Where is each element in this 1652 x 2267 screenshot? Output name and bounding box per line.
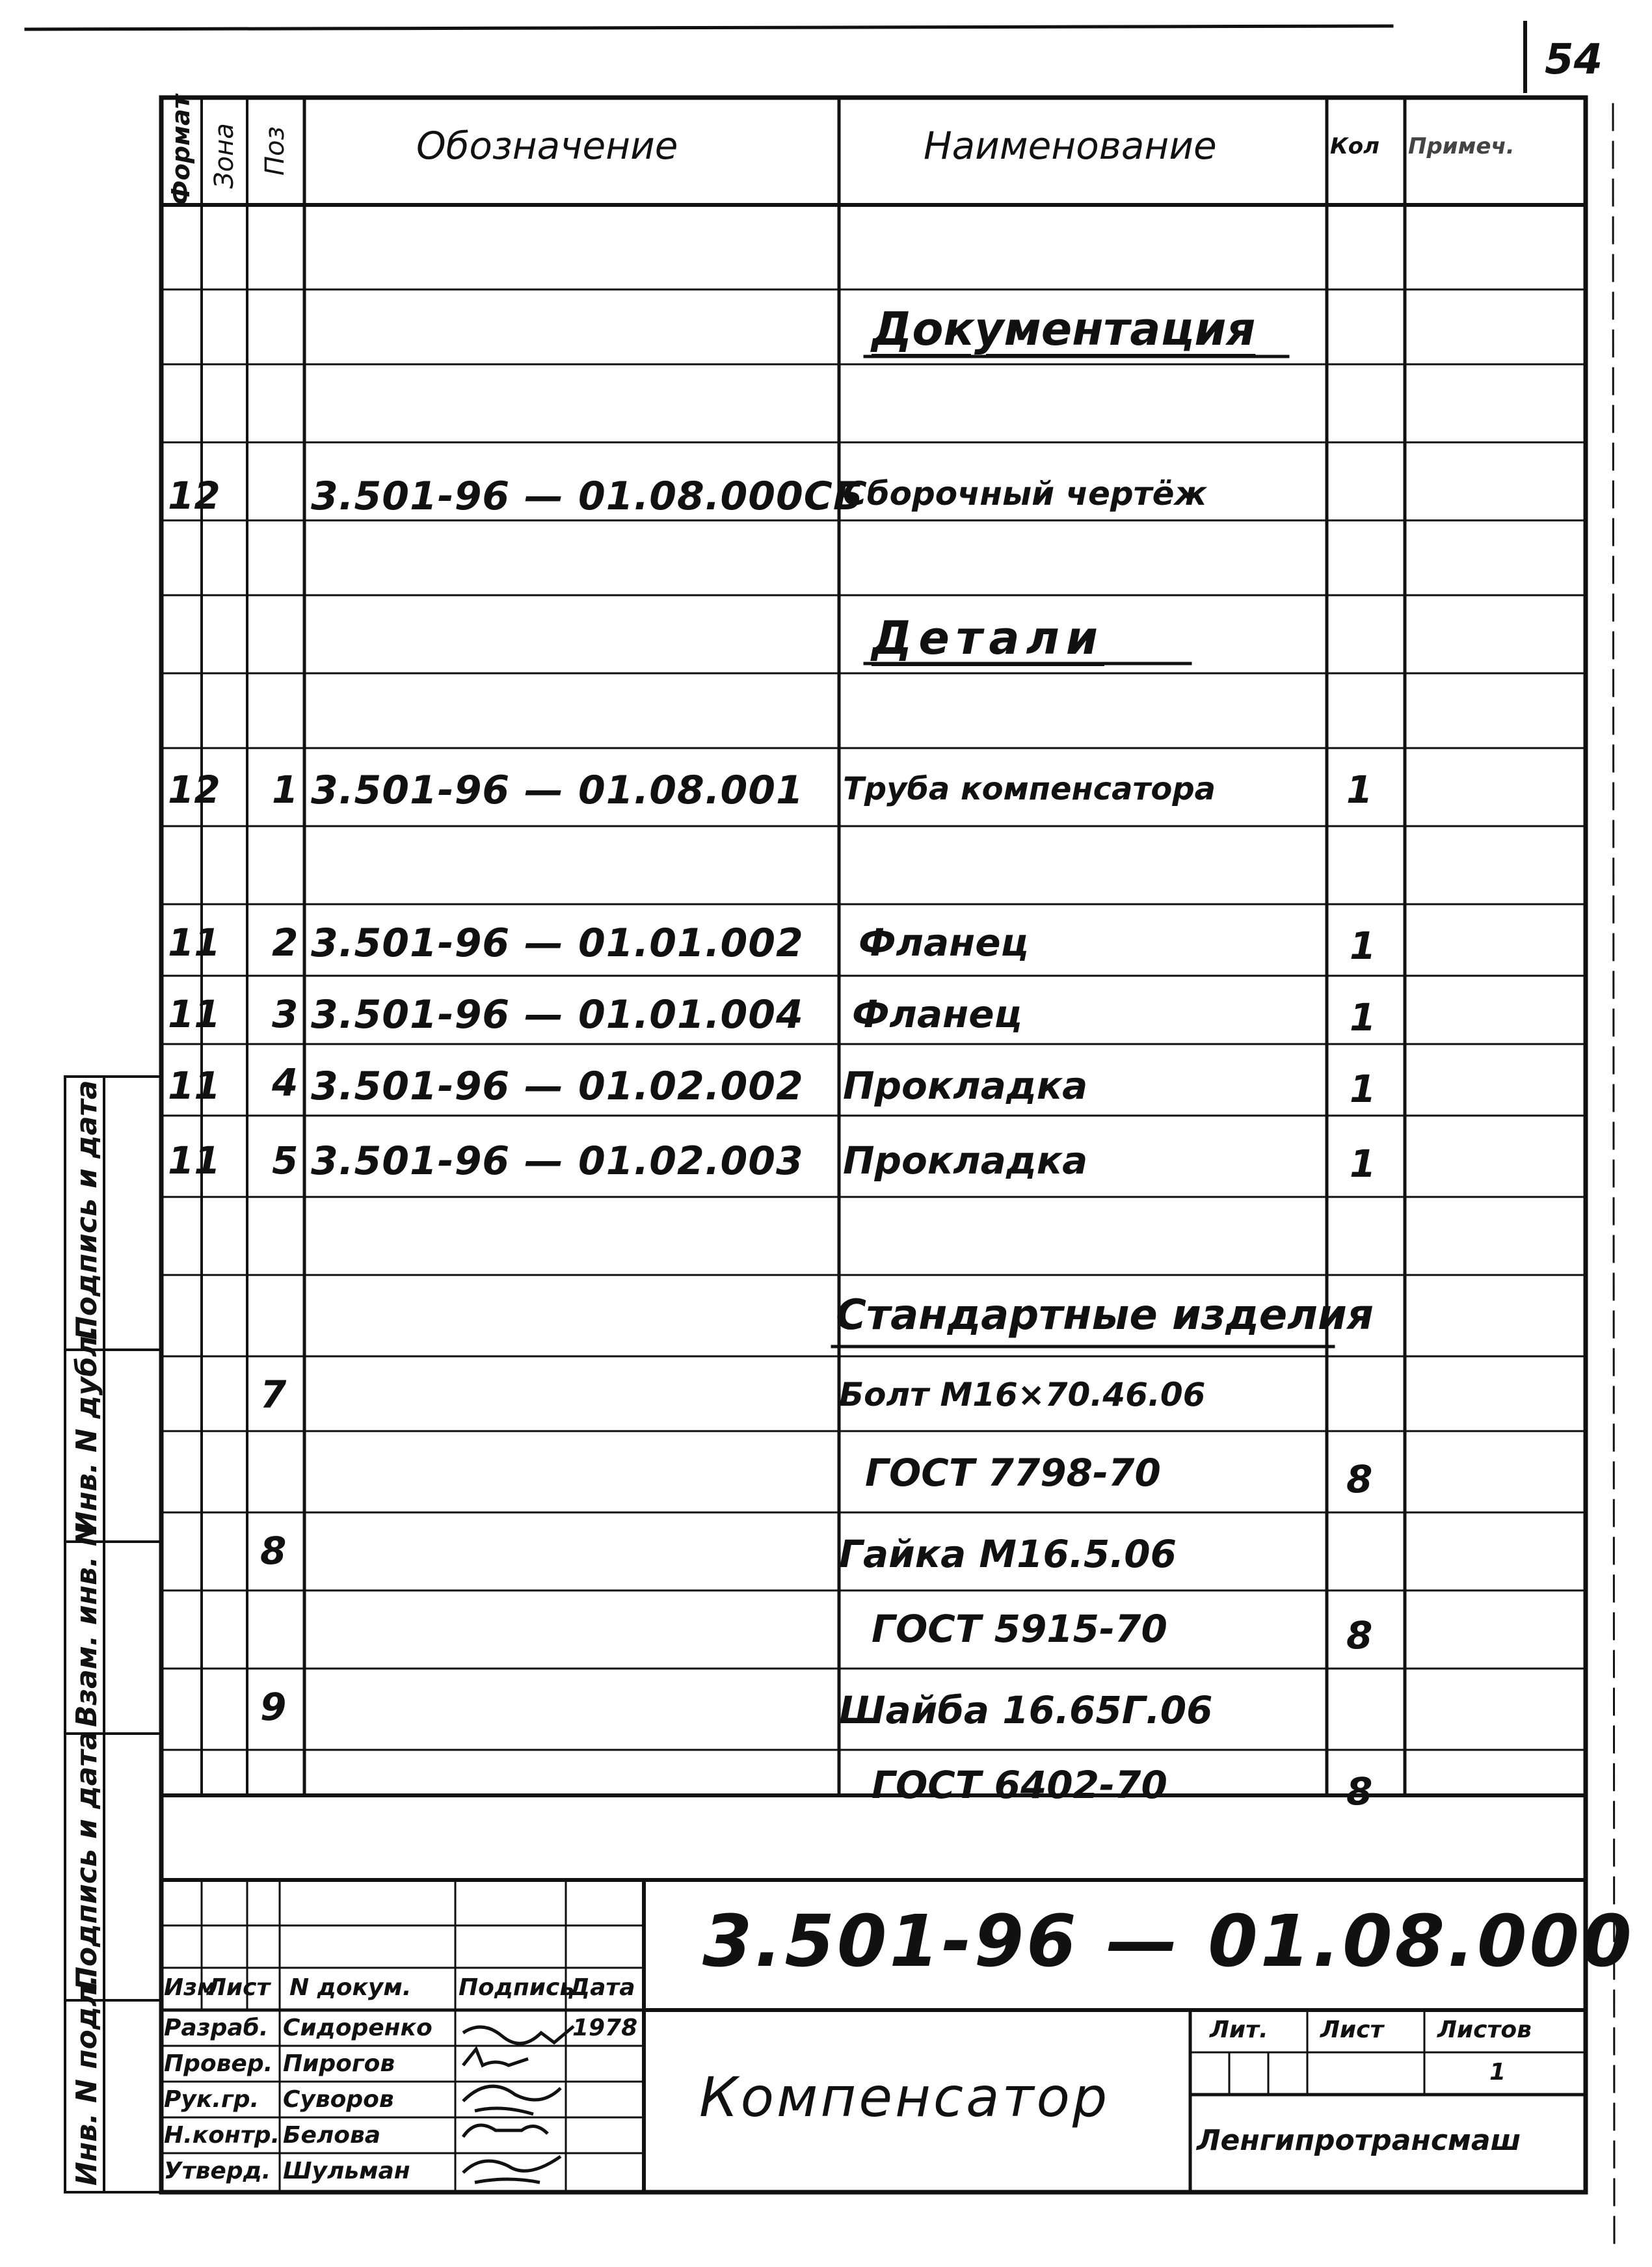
header-designation: Обозначение: [416, 124, 678, 168]
side-label-podp-data-2: Подпись и дата: [70, 1730, 103, 1991]
section-standard: Стандартные изделия: [836, 1291, 1374, 1339]
product-name: Компенсатор: [699, 2065, 1110, 2129]
row-designation: 3.501-96 — 01.01.002: [311, 920, 804, 966]
std-pos: 8: [260, 1529, 287, 1573]
role-date: 1978: [572, 2015, 638, 2041]
std-line1: Шайба 16.65Г.06: [839, 1688, 1213, 1732]
role-label: Рук.гр.: [164, 2086, 260, 2113]
row-format: 11: [168, 1138, 220, 1183]
header-format: Формат: [167, 94, 195, 205]
row-designation: 3.501-96 — 01.01.004: [311, 992, 804, 1038]
row-name: Прокладка: [843, 1064, 1088, 1108]
row-pos: 2: [272, 920, 299, 965]
row-format: 12: [168, 768, 220, 812]
role-label: Н.контр.: [164, 2122, 280, 2149]
row-name: Прокладка: [843, 1138, 1088, 1183]
side-label-podp-data: Подпись и дата: [70, 1080, 103, 1340]
role-label: Утверд.: [164, 2158, 271, 2184]
row-designation: 3.501-96 — 01.02.002: [311, 1064, 804, 1109]
std-line1: Болт М16×70.46.06: [839, 1376, 1206, 1414]
role-label: Разраб.: [164, 2015, 269, 2041]
row-format: 11: [168, 920, 220, 965]
col-podp: Подпись: [459, 1974, 575, 2001]
role-name: Белова: [283, 2122, 381, 2149]
signatures: [463, 2026, 574, 2182]
row-name: Сборочный чертёж: [843, 475, 1207, 513]
std-line2: ГОСТ 6402-70: [872, 1763, 1167, 1807]
role-name: Сидоренко: [283, 2015, 433, 2041]
listov-label: Листов: [1437, 2017, 1532, 2043]
std-qty: 8: [1346, 1457, 1373, 1501]
role-label: Провер.: [164, 2050, 273, 2077]
std-line2: ГОСТ 7798-70: [865, 1451, 1161, 1495]
role-name: Суворов: [283, 2086, 394, 2113]
std-pos: 9: [260, 1685, 287, 1729]
row-qty: 1: [1346, 768, 1373, 812]
std-qty: 8: [1346, 1613, 1373, 1657]
header-pos: Поз: [260, 126, 290, 176]
row-format: 11: [168, 992, 220, 1036]
row-pos: 4: [272, 1060, 299, 1105]
std-line1: Гайка М16.5.06: [839, 1532, 1177, 1576]
col-izm: Изм: [164, 1974, 217, 2001]
role-name: Шульман: [283, 2158, 410, 2184]
col-ndok: N докум.: [289, 1974, 412, 2001]
row-pos: 1: [272, 768, 299, 812]
col-data: Дата: [569, 1974, 635, 2001]
row-designation: 3.501-96 — 01.08.001: [311, 768, 804, 813]
row-format: 12: [168, 474, 220, 518]
page-number: 54: [1545, 36, 1603, 84]
row-name: Фланец: [859, 920, 1029, 965]
std-line2: ГОСТ 5915-70: [872, 1607, 1167, 1651]
header-name: Наименование: [924, 124, 1217, 168]
organization: Ленгипротрансмаш: [1197, 2124, 1521, 2157]
side-label-vzam-inv: Взам. инв. N: [70, 1522, 103, 1727]
row-format: 11: [168, 1064, 220, 1108]
row-pos: 5: [272, 1138, 299, 1183]
row-designation: 3.501-96 — 01.08.000СБ: [311, 474, 864, 519]
header-qty: Кол: [1330, 133, 1380, 159]
row-qty: 1: [1350, 995, 1376, 1040]
col-list: Лист: [207, 1974, 271, 2001]
listov-value: 1: [1489, 2059, 1506, 2086]
row-qty: 1: [1350, 1067, 1376, 1111]
section-details: Детали: [872, 611, 1104, 665]
row-name: Труба компенсатора: [843, 771, 1216, 807]
lit-label: Лит.: [1210, 2017, 1268, 2043]
row-qty: 1: [1350, 1142, 1376, 1186]
section-documentation: Документация: [872, 302, 1256, 356]
row-pos: 3: [272, 992, 299, 1036]
row-designation: 3.501-96 — 01.02.003: [311, 1138, 804, 1184]
side-label-inv-podl: Инв. N подл.: [70, 1974, 103, 2186]
std-pos: 7: [260, 1373, 287, 1417]
list-label: Лист: [1320, 2017, 1384, 2043]
document-number: 3.501-96 — 01.08.000: [702, 1899, 1634, 1983]
role-name: Пирогов: [283, 2050, 395, 2077]
std-qty: 8: [1346, 1769, 1373, 1814]
row-name: Фланец: [852, 992, 1022, 1036]
side-label-inv-dubl: Инв. N дубл.: [70, 1324, 103, 1535]
header-note: Примеч.: [1408, 133, 1515, 159]
row-qty: 1: [1350, 924, 1376, 968]
header-zone: Зона: [209, 123, 239, 189]
